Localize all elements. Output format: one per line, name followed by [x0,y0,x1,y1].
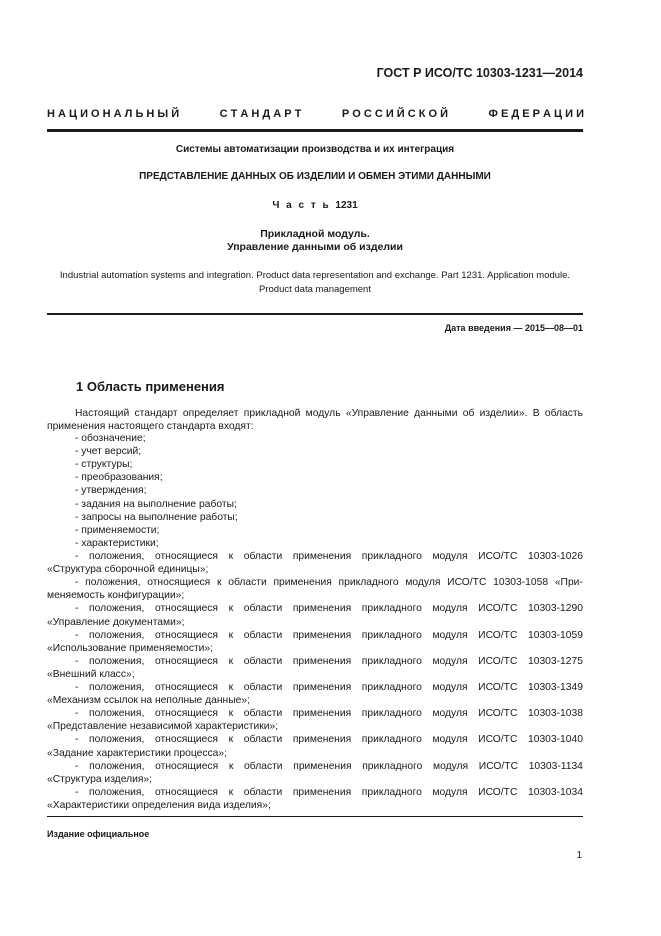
word: к [228,629,234,641]
word: модуля [432,682,468,693]
banner-word: Н А Ц И О Н А Л Ь Н Ы Й [47,108,180,120]
word: прикладного [361,655,422,667]
word: ИСО/ТС [478,603,518,615]
word: применения [292,734,352,746]
word: к [228,655,234,667]
module-ref-title: «Использование применяемости»; [47,642,214,654]
national-standard-banner [47,108,584,120]
word: ИСО/ТС [478,655,518,667]
word: «При- [554,577,583,589]
word: - [75,551,79,562]
section-heading: 1 Область применения [76,379,225,394]
module-ref-title: «Внешний класс»; [47,668,135,680]
word: - [75,786,79,798]
word: области [243,708,283,720]
word: модуля [432,629,468,641]
word: модуля [432,786,468,798]
word: применения [292,551,352,562]
part-label: Ч а с т ь [272,200,331,211]
word: положения, [89,682,145,693]
word: к [228,551,234,562]
list-item: - запросы на выполнение работы; [75,511,238,523]
word: прикладного [361,551,422,562]
word: 10303-1040 [528,734,583,746]
series-title: Системы автоматизации производства и их интеграция [175,144,455,155]
word: положения, [89,734,145,746]
document-number: ГОСТ Р ИСО/ТС 10303-1231—2014 [376,66,583,80]
word: ИСО/ТС [478,551,518,562]
word: модуля [432,655,468,667]
banner-word: Р О С С И Й С К О Й [341,108,449,120]
word: относящиеся [154,629,218,641]
word: области [243,682,283,693]
word: модуля [432,603,468,615]
word: - [75,760,79,772]
module-ref-title: «Представление независимой характеристики»; [47,721,279,733]
word: к [228,760,234,772]
word: прикладного [361,603,422,615]
word: прикладного [338,577,399,589]
word: положения, [85,577,141,589]
word: - [75,708,79,720]
word: ИСО/ТС [478,629,518,641]
word: относящиеся [154,786,218,798]
module-title-line2: Управление данными об изделии [227,241,403,253]
word: применения [273,577,332,589]
word: относящиеся [147,577,211,589]
word: 10303-1026 [528,551,583,562]
word: к [228,682,234,693]
word: прикладного [361,708,422,720]
title-divider [47,313,583,315]
list-item: - структуры; [75,459,133,471]
word: области [243,603,283,615]
module-ref-line [75,708,583,719]
word: - [75,629,79,641]
module-ref-line [75,787,583,798]
main-title: ПРЕДСТАВЛЕНИЕ ДАННЫХ ОБ ИЗДЕЛИИ И ОБМЕН ЭТИМИ ДАННЫМИ [139,171,491,182]
word: прикладного [362,760,423,772]
word: 10303-1349 [528,682,583,693]
word: прикладного [361,734,422,746]
list-item: - задания на выполнение работы; [75,498,237,510]
word: 10303-1034 [528,786,583,798]
word: применения [292,682,352,693]
word: - [75,577,79,589]
word: ИСО/ТС [478,682,518,693]
word: применения [292,655,352,667]
english-title: Industrial automation systems and integration. Product data representation and exchange. Part 1231. Application module. Product data management [59,270,571,295]
module-ref-title: «Управление документами»; [47,616,185,628]
word: - [75,603,79,615]
word: ИСО/ТС [478,708,518,720]
word: относящиеся [154,734,218,746]
word: относящиеся [154,708,218,720]
word: модуля [405,577,441,589]
list-item: - характеристики; [75,537,159,549]
word: применения [292,786,352,798]
word: ИСО/ТС [478,734,518,746]
module-ref-line [75,734,583,745]
word: прикладного [361,682,422,693]
word: модуля [432,551,468,562]
word: 10303-1290 [528,603,583,615]
word: применения [293,760,352,772]
word: к [228,603,234,615]
word: области [228,577,267,589]
list-item: - утверждения; [75,485,147,497]
word: области [243,786,283,798]
word: положения, [89,551,145,562]
module-ref-line [75,577,583,588]
word: - [75,734,79,746]
word: - [75,655,79,667]
module-ref-title: «Характеристики определения вида изделия»; [47,799,271,811]
module-ref-line [75,761,583,772]
word: области [244,760,283,772]
footer-divider [47,816,583,817]
introduction-date: Дата введения — 2015—08—01 [444,323,583,333]
module-ref-title: «Механизм ссылок на неполные данные»; [47,695,250,707]
word: 10303-1059 [528,629,583,641]
word: ИСО/ТС [478,760,519,772]
word: 10303-1058 [493,577,549,589]
banner-word: С Т А Н Д А Р Т [219,108,302,120]
word: относящиеся [154,603,218,615]
part-number: 1231 [335,200,358,211]
module-ref-title: «Структура сборочной единицы»; [47,564,209,576]
word: модуля [432,708,468,720]
word: 10303-1134 [528,760,583,772]
word: прикладного [361,629,422,641]
word: положения, [89,786,145,798]
banner-word: Ф Е Д Е Р А Ц И И [488,108,584,120]
list-item: - преобразования; [75,472,163,484]
word: - [75,682,79,693]
module-ref-line [75,630,583,641]
word: области [243,655,283,667]
scope-paragraph [47,407,583,433]
part-title [47,200,583,211]
word: относящиеся [154,682,218,693]
scope-paragraph-text: Настоящий стандарт определяет прикладной модуль «Управление данными об изделии». В область применения настоящего стандарта входят: [47,408,583,432]
module-ref-line [75,603,583,614]
word: применения [292,603,352,615]
word: области [243,629,283,641]
word: к [228,734,234,746]
word: 10303-1275 [528,655,583,667]
word: ИСО/ТС [478,786,518,798]
module-ref-title: «Структура изделия»; [47,773,152,785]
edition-note: Издание официальное [47,829,150,839]
module-title-line1: Прикладной модуль. [260,228,370,240]
word: относящиеся [154,551,218,562]
word: прикладного [361,786,422,798]
header-divider [47,129,583,132]
word: 10303-1038 [528,708,583,720]
list-item: - учет версий; [75,446,142,458]
module-ref-line [75,551,583,562]
word: ИСО/ТС [447,577,487,589]
module-ref-title: «Задание характеристики процесса»; [47,747,227,759]
word: положения, [89,629,145,641]
word: области [243,551,283,562]
module-ref-line [75,682,583,693]
word: к [216,577,222,589]
word: к [228,708,234,720]
word: положения, [89,655,145,667]
module-ref-title: меняемость конфигурации»; [47,590,185,602]
word: области [243,734,283,746]
word: положения, [89,760,145,772]
page-number: 1 [576,850,582,861]
word: применения [292,629,352,641]
list-item: - обозначение; [75,433,146,444]
word: относящиеся [154,655,218,667]
list-item: - применяемости; [75,524,160,536]
word: модуля [433,760,469,772]
word: модуля [432,734,468,746]
word: относящиеся [155,760,219,772]
word: применения [292,708,352,720]
word: положения, [89,708,145,720]
word: к [228,786,234,798]
word: положения, [89,603,145,615]
module-ref-line [75,656,583,667]
